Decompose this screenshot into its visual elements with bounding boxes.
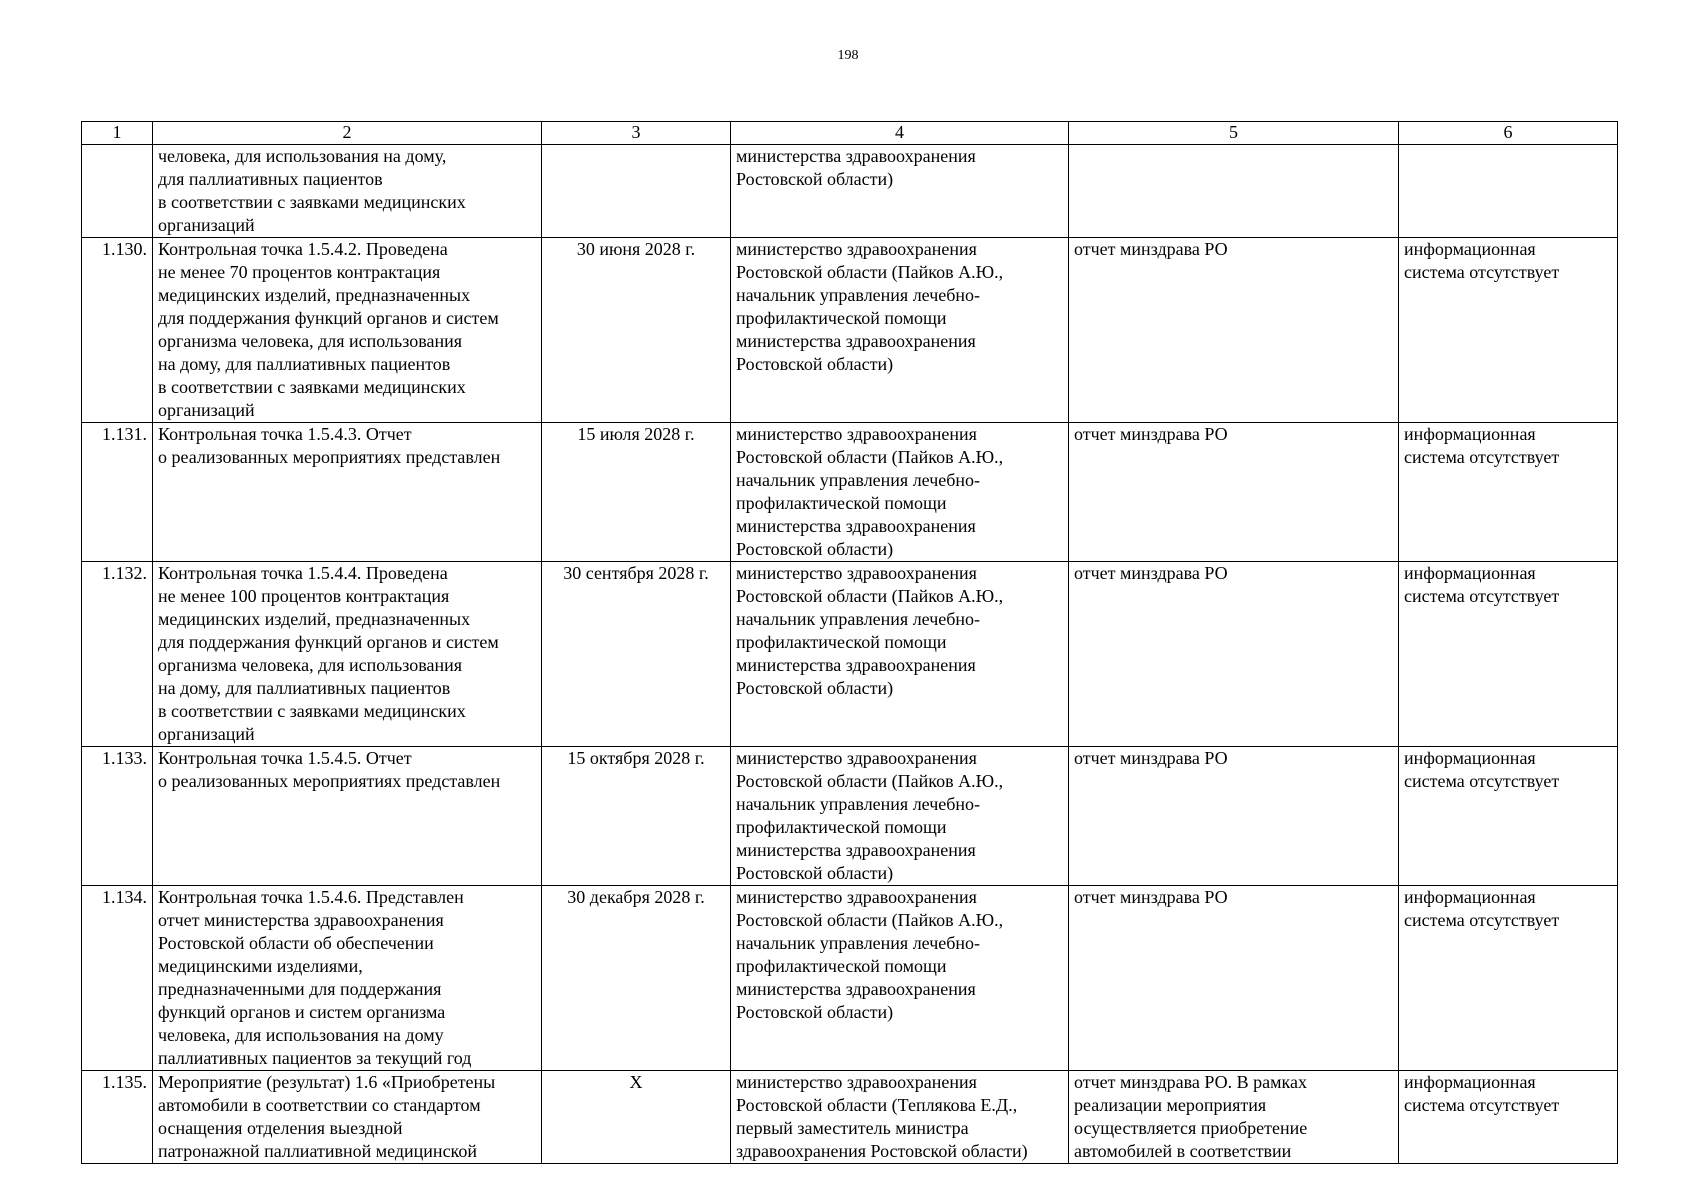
- table-row: [82, 886, 1618, 1071]
- row-system: информационная система отсутствует: [1399, 1071, 1618, 1164]
- row-document: отчет минздрава РО: [1069, 238, 1399, 423]
- column-number: 6: [1399, 122, 1618, 145]
- row-responsible: министерство здравоохранения Ростовской области (Пайков А.Ю., начальник управления лечебно- профилактической помощи министерства здравоохранения Ростовской области): [731, 238, 1069, 423]
- row-number: [82, 145, 153, 238]
- row-system: информационная система отсутствует: [1399, 238, 1618, 423]
- row-description: Мероприятие (результат) 1.6 «Приобретены автомобили в соответствии со стандартом оснащения отделения выездной патронажной паллиативной медицинской: [153, 1071, 542, 1164]
- row-document: отчет минздрава РО: [1069, 747, 1399, 886]
- column-number-row: [82, 122, 1618, 145]
- column-number: 1: [82, 122, 153, 145]
- column-number: 3: [542, 122, 731, 145]
- row-responsible: министерство здравоохранения Ростовской области (Пайков А.Ю., начальник управления лечебно- профилактической помощи министерства здравоохранения Ростовской области): [731, 423, 1069, 562]
- row-responsible: министерства здравоохранения Ростовской области): [731, 145, 1069, 238]
- row-document: отчет минздрава РО: [1069, 562, 1399, 747]
- row-date: 30 декабря 2028 г.: [542, 886, 731, 1071]
- row-document: отчет минздрава РО. В рамках реализации мероприятия осуществляется приобретение автомобилей в соответствии: [1069, 1071, 1399, 1164]
- table-row: [82, 423, 1618, 562]
- table-row: [82, 562, 1618, 747]
- row-description: Контрольная точка 1.5.4.3. Отчет о реализованных мероприятиях представлен: [153, 423, 542, 562]
- table-row: [82, 145, 1618, 238]
- row-responsible: министерство здравоохранения Ростовской области (Пайков А.Ю., начальник управления лечебно- профилактической помощи министерства здравоохранения Ростовской области): [731, 747, 1069, 886]
- row-date: 30 июня 2028 г.: [542, 238, 731, 423]
- table-row: [82, 1071, 1618, 1164]
- plan-table: [81, 121, 1618, 1164]
- row-date: 30 сентября 2028 г.: [542, 562, 731, 747]
- row-system: информационная система отсутствует: [1399, 562, 1618, 747]
- row-system: [1399, 145, 1618, 238]
- row-description: Контрольная точка 1.5.4.5. Отчет о реализованных мероприятиях представлен: [153, 747, 542, 886]
- table-row: [82, 238, 1618, 423]
- table-row: [82, 747, 1618, 886]
- row-number: 1.131.: [82, 423, 153, 562]
- row-date: [542, 145, 731, 238]
- row-document: [1069, 145, 1399, 238]
- row-description: Контрольная точка 1.5.4.4. Проведена не менее 100 процентов контрактация медицинских изделий, предназначенных для поддержания функций органов и систем организма человека, для использования на дому, для паллиативных пациентов в соответствии с заявками медицинских организаций: [153, 562, 542, 747]
- page-number: 198: [837, 48, 859, 63]
- row-responsible: министерство здравоохранения Ростовской области (Пайков А.Ю., начальник управления лечебно- профилактической помощи министерства здравоохранения Ростовской области): [731, 562, 1069, 747]
- row-number: 1.135.: [82, 1071, 153, 1164]
- row-responsible: министерство здравоохранения Ростовской области (Теплякова Е.Д., первый заместитель министра здравоохранения Ростовской области): [731, 1071, 1069, 1164]
- row-number: 1.130.: [82, 238, 153, 423]
- row-number: 1.133.: [82, 747, 153, 886]
- row-system: информационная система отсутствует: [1399, 423, 1618, 562]
- row-number: 1.134.: [82, 886, 153, 1071]
- column-number: 2: [153, 122, 542, 145]
- row-system: информационная система отсутствует: [1399, 886, 1618, 1071]
- row-number: 1.132.: [82, 562, 153, 747]
- column-number: 5: [1069, 122, 1399, 145]
- row-responsible: министерство здравоохранения Ростовской области (Пайков А.Ю., начальник управления лечебно- профилактической помощи министерства здравоохранения Ростовской области): [731, 886, 1069, 1071]
- column-number: 4: [731, 122, 1069, 145]
- row-description: человека, для использования на дому, для паллиативных пациентов в соответствии с заявками медицинских организаций: [153, 145, 542, 238]
- row-date: 15 октября 2028 г.: [542, 747, 731, 886]
- row-date: 15 июля 2028 г.: [542, 423, 731, 562]
- row-description: Контрольная точка 1.5.4.2. Проведена не менее 70 процентов контрактация медицинских изделий, предназначенных для поддержания функций органов и систем организма человека, для использования на дому, для паллиативных пациентов в соответствии с заявками медицинских организаций: [153, 238, 542, 423]
- row-document: отчет минздрава РО: [1069, 423, 1399, 562]
- row-description: Контрольная точка 1.5.4.6. Представлен отчет министерства здравоохранения Ростовской области об обеспечении медицинскими изделиями, предназначенными для поддержания функций органов и систем организма человека, для использования на дому паллиативных пациентов за текущий год: [153, 886, 542, 1071]
- row-date: Х: [542, 1071, 731, 1164]
- row-system: информационная система отсутствует: [1399, 747, 1618, 886]
- row-document: отчет минздрава РО: [1069, 886, 1399, 1071]
